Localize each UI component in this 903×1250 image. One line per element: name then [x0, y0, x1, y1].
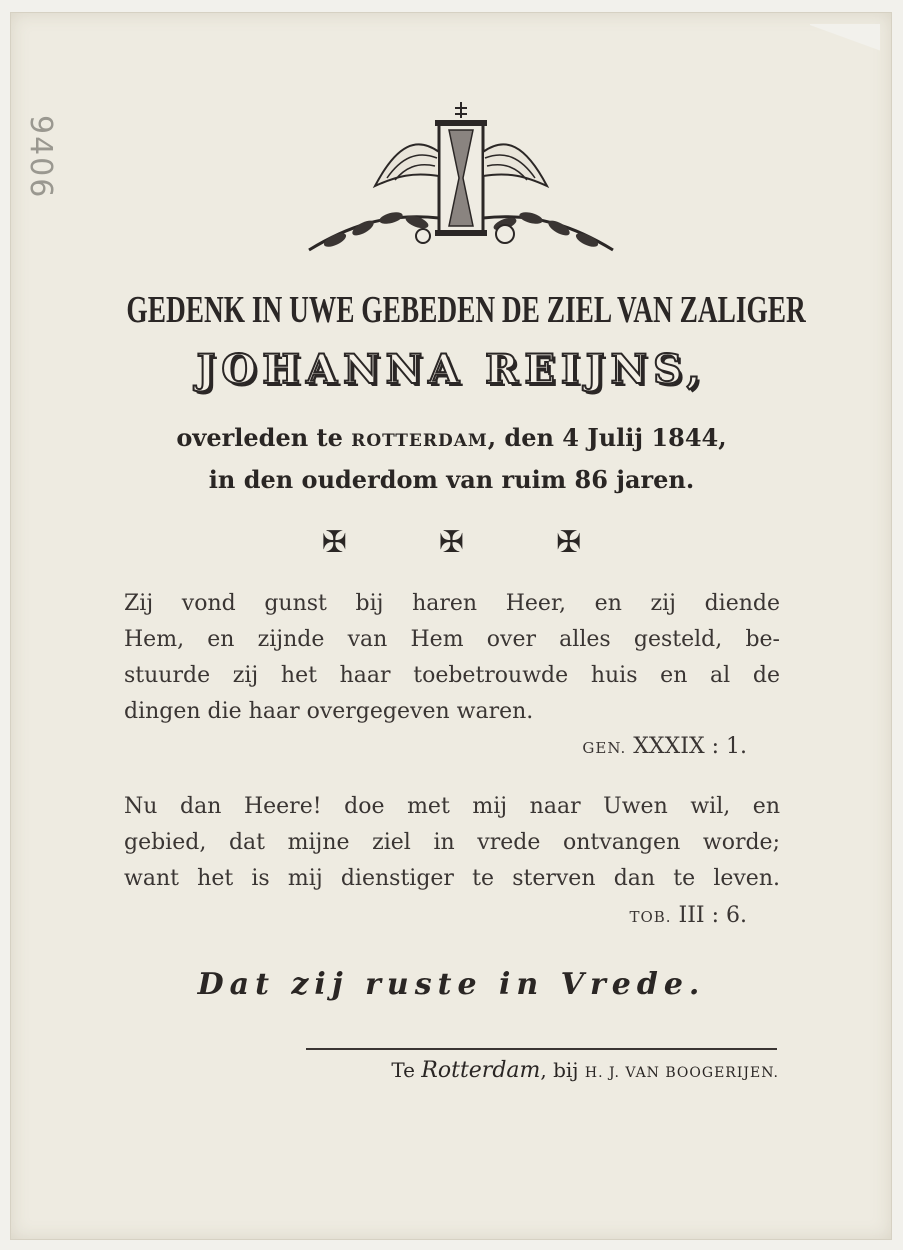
closing-blessing: Dat zij ruste in Vrede. [197, 967, 706, 1002]
verse-2-line: gebied, dat mijne ziel in vrede ontvangen worde; [124, 830, 780, 855]
death-line-1 [0, 423, 903, 452]
deceased-name: JOHANNA REIJNS, [196, 346, 707, 393]
verse-1-line: dingen die haar overgegeven waren. [124, 699, 534, 724]
printer-mid: , bij [540, 1058, 585, 1082]
death-line-1-pre: overleden te [176, 423, 352, 452]
verse-2-line: want het is mij dienstiger te sterven dan te leven. [124, 866, 780, 891]
verse-1-line: stuurde zij het haar toebetrouwde huis en al de [124, 663, 780, 688]
hourglass-wings-emblem-icon [305, 100, 617, 258]
maltese-cross-icon: ✠ [556, 525, 582, 560]
verse-1 [124, 586, 780, 730]
verse-2-book: TOB. [629, 908, 672, 926]
verse-1-reference [582, 734, 747, 759]
death-city: ROTTERDAM [351, 431, 488, 451]
folded-corner [810, 24, 880, 64]
heading: GEDENK IN UWE GEBEDEN DE ZIEL VAN ZALIGER [126, 289, 806, 331]
verse-2-line: Nu dan Heere! doe met mij naar Uwen wil, en [124, 794, 780, 819]
maltese-cross-icon: ✠ [438, 525, 465, 560]
verse-2-chapter: III : 6. [678, 903, 747, 928]
printer-city: Rotterdam [421, 1058, 541, 1083]
verse-1-line: Zij vond gunst bij haren Heer, en zij diende [124, 591, 780, 616]
cross-ornaments [0, 525, 903, 560]
death-line-2: in den ouderdom van ruim 86 jaren. [208, 465, 695, 494]
verse-2 [124, 789, 780, 897]
printer-name: H. J. VAN BOOGERIJEN. [584, 1065, 779, 1081]
verse-1-line: Hem, en zijnde van Hem over alles gesteld, be- [124, 627, 780, 652]
divider [306, 1048, 777, 1050]
verse-1-book: GEN. [582, 739, 627, 757]
verse-2-reference [629, 903, 747, 928]
printer-imprint [391, 1058, 779, 1083]
maltese-cross-icon: ✠ [321, 525, 347, 560]
printer-prefix: Te [391, 1058, 422, 1082]
verse-1-chapter: XXXIX : 1. [633, 734, 747, 759]
death-line-1-post: , den 4 Julij 1844, [487, 423, 727, 452]
pencil-note: 9406 [23, 115, 58, 200]
